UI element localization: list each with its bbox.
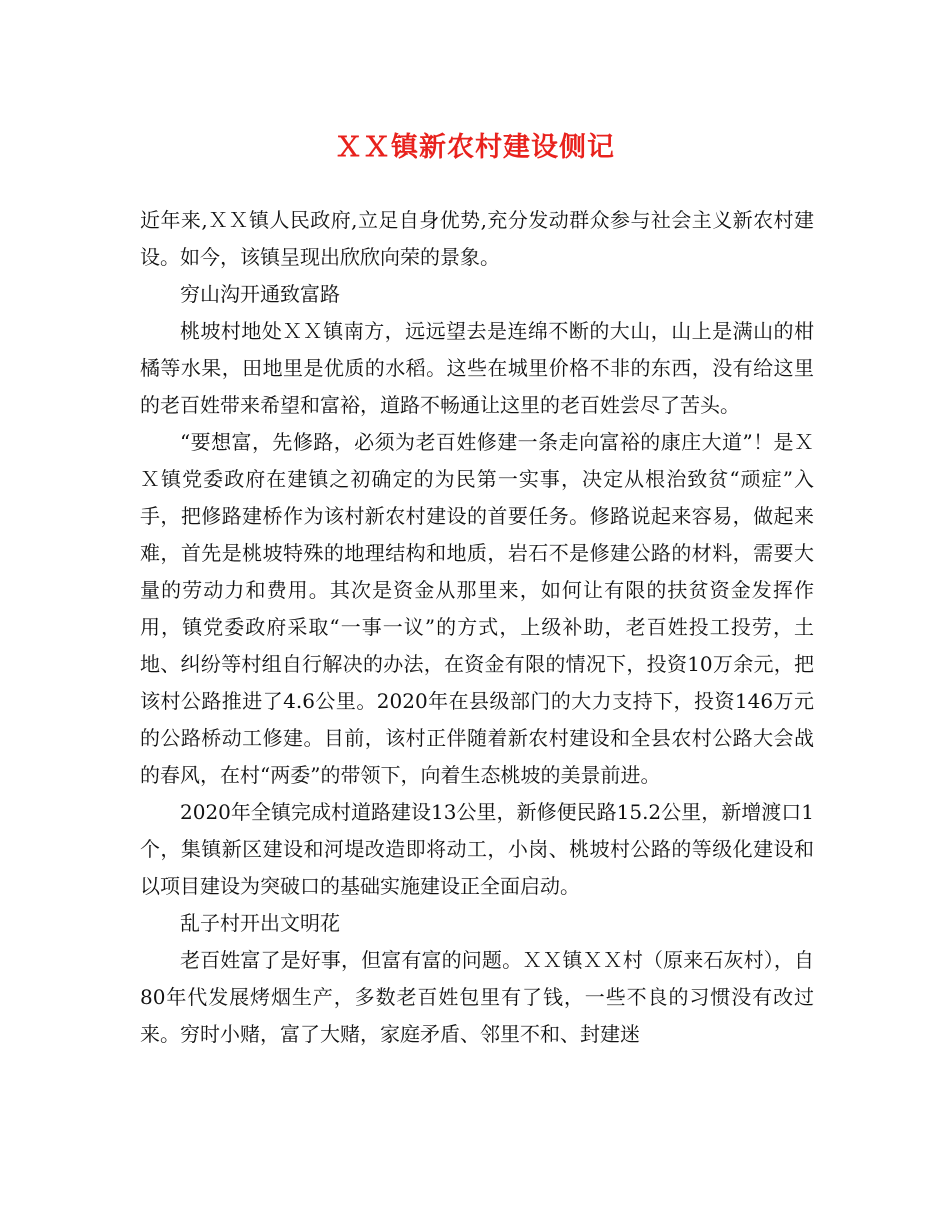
paragraph-road-building: “要想富，先修路，必须为老百姓修建一条走向富裕的康庄大道”！是ＸＸ镇党委政府在建镇之初确定的为民第一实事，决定从根治致贫“顽症”入手，把修路建桥作为该村新农村建设的首要任务。修路说起来容易，做起来难，首先是桃坡特殊的地理结构和地质，岩石不是修建公路的材料，需要大量的劳动力和费用。其次是资金从那里来，如何让有限的扶贫资金发挥作用，镇党委政府采取“一事一议”的方式，上级补助，老百姓投工投劳，土地、纠纷等村组自行解决的办法，在资金有限的情况下，投资10万余元，把该村公路推进了4.6公里。2020年在县级部门的大力支持下，投资146万元的公路桥动工修建。目前，该村正伴随着新农村建设和全县农村公路大会战的春风，在村“两委”的带领下，向着生态桃坡的美景前进。 [140, 430, 814, 787]
document-title: ＸＸ镇新农村建设侧记 [335, 132, 615, 163]
document-body [140, 202, 814, 1053]
paragraph-taopo-village: 桃坡村地处ＸＸ镇南方，远远望去是连绵不断的大山，山上是满山的柑橘等水果，田地里是优质的水稻。这些在城里价格不非的东西，没有给这里的老百姓带来希望和富裕，道路不畅通让这里的老百姓尝尽了苦头。 [140, 319, 814, 417]
paragraph-2020-construction: 2020年全镇完成村道路建设13公里，新修便民路15.2公里，新增渡口1个，集镇新区建设和河堤改造即将动工，小岗、桃坡村公路的等级化建设和以项目建设为突破口的基础实施建设正全面启动。 [140, 800, 814, 898]
paragraph-wealth-problems: 老百姓富了是好事，但富有富的问题。ＸＸ镇ＸＸ村（原来石灰村），自80年代发展烤烟生产，多数老百姓包里有了钱，一些不良的习惯没有改过来。穷时小赌，富了大赌，家庭矛盾、邻里不和、封建迷 [140, 948, 814, 1046]
section-heading-civilization: 乱子村开出文明花 [180, 911, 340, 935]
paragraph-intro: 近年来,ＸＸ镇人民政府,立足自身优势,充分发动群众参与社会主义新农村建设。如今，该镇呈现出欣欣向荣的景象。 [140, 208, 814, 269]
section-heading-road: 穷山沟开通致富路 [180, 282, 340, 306]
